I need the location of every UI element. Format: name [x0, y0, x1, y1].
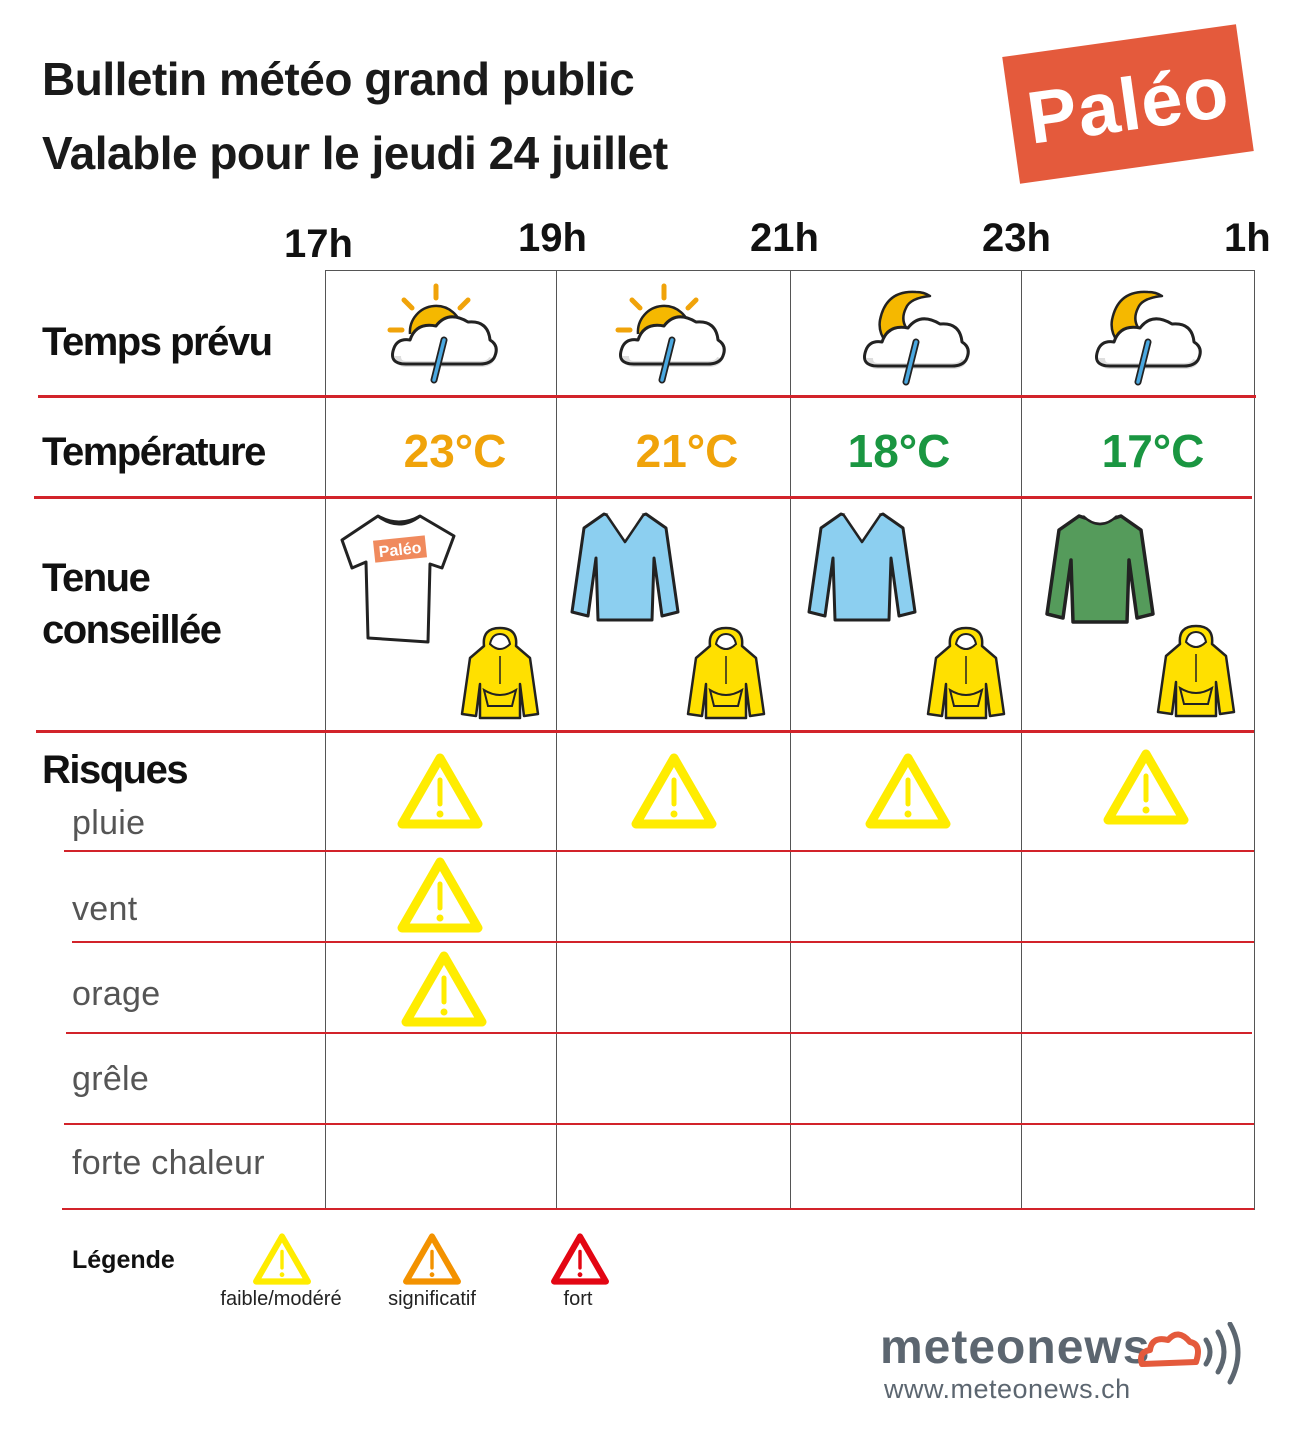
separator-grele	[64, 1123, 1254, 1125]
temperature-value-4: 17°C	[1101, 425, 1205, 477]
temperature-value-2: 21°C	[635, 425, 739, 477]
warning-icon-pluie-3	[864, 752, 952, 830]
risk-label-grele: grêle	[72, 1060, 150, 1098]
separator-temperature	[34, 496, 1252, 499]
title-line-1: Bulletin météo grand public	[42, 53, 635, 105]
row-label-outfit-2: conseillée	[42, 608, 221, 652]
separator-outfit	[36, 730, 1254, 733]
legend-warning-yellow-icon	[252, 1232, 312, 1286]
grid-vline-2	[556, 270, 557, 1210]
hour-label-21h: 21h	[750, 216, 819, 260]
raincoat-icon	[926, 624, 1006, 720]
raincoat-icon	[460, 624, 540, 720]
legend-warning-orange-icon	[402, 1232, 462, 1286]
separator-orage	[66, 1032, 1252, 1034]
moon-cloud-rain-icon	[1088, 284, 1204, 388]
grid-vline-5	[1254, 270, 1255, 1210]
hour-label-19h: 19h	[518, 216, 587, 260]
grid-vline-4	[1021, 270, 1022, 1210]
risk-label-vent: vent	[72, 890, 138, 928]
grid-vline-3	[790, 270, 791, 1210]
temperature-value-3: 18°C	[847, 425, 951, 477]
raincoat-icon	[1156, 622, 1236, 718]
grid-vline-1	[325, 270, 326, 1210]
meteonews-url: www.meteonews.ch	[884, 1374, 1131, 1404]
risk-label-pluie: pluie	[72, 804, 146, 842]
risk-label-forte-chaleur: forte chaleur	[72, 1144, 265, 1182]
sun-cloud-rain-icon	[384, 282, 500, 386]
raincoat-icon	[686, 624, 766, 720]
sun-cloud-rain-icon	[612, 282, 728, 386]
separator-vent	[72, 941, 1254, 943]
paleo-logo-text: Paléo	[1021, 48, 1235, 160]
hour-label-17h: 17h	[284, 222, 353, 266]
meteonews-cloud-signal-icon	[1134, 1322, 1252, 1386]
row-label-risks: Risques	[42, 748, 188, 792]
legend-label-fort: fort	[563, 1288, 593, 1310]
warning-icon-pluie-4	[1102, 748, 1190, 826]
warning-icon-vent-1	[396, 856, 484, 934]
paleo-logo	[1002, 24, 1254, 184]
risk-label-orage: orage	[72, 975, 161, 1013]
row-label-outfit-1: Tenue	[42, 556, 150, 600]
temperature-value-1: 23°C	[403, 425, 507, 477]
legend-label-faible-modere: faible/modéré	[220, 1288, 342, 1310]
legend-warning-red-icon	[550, 1232, 610, 1286]
legend-title: Légende	[72, 1246, 175, 1274]
legend-label-significatif: significatif	[388, 1288, 476, 1310]
separator-pluie	[64, 850, 1254, 852]
separator-weather	[38, 395, 1256, 398]
green-sweater-icon	[1042, 510, 1158, 626]
separator-forte-chaleur	[62, 1208, 1254, 1210]
row-label-weather: Temps prévu	[42, 320, 272, 364]
moon-cloud-rain-icon	[856, 284, 972, 388]
tshirt-icon	[338, 510, 460, 646]
hour-label-23h: 23h	[982, 216, 1051, 260]
warning-icon-pluie-2	[630, 752, 718, 830]
tshirt-print-text: Paléo	[378, 539, 423, 562]
row-label-temperature: Température	[42, 430, 265, 474]
hour-label-1h: 1h	[1224, 216, 1271, 260]
warning-icon-pluie-1	[396, 752, 484, 830]
warning-icon-orage-1	[400, 950, 488, 1028]
meteonews-wordmark: meteonews	[880, 1321, 1151, 1374]
light-blue-sweater-icon	[804, 508, 920, 624]
light-blue-sweater-icon	[570, 508, 680, 624]
title-line-2: Valable pour le jeudi 24 juillet	[42, 127, 668, 179]
